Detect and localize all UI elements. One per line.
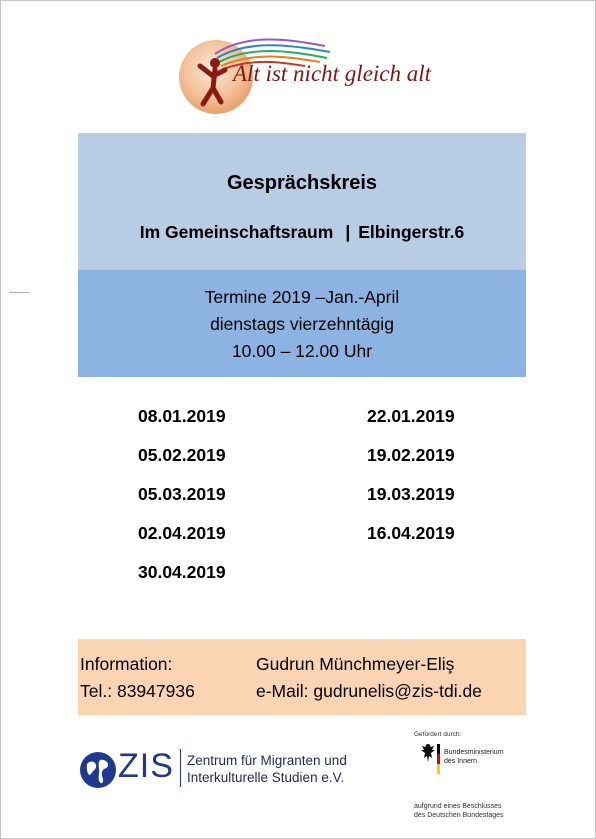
margin-mark [9, 292, 29, 293]
globe-icon [78, 750, 118, 790]
date-item: 05.03.2019 [138, 484, 226, 504]
header-logo [175, 26, 445, 116]
date-item: 16.04.2019 [367, 523, 455, 543]
schedule-panel [78, 270, 526, 377]
contact-name: Gudrun Münchmeyer-Eliş [256, 654, 455, 674]
date-item: 08.01.2019 [138, 406, 226, 426]
date-item: 22.01.2019 [367, 406, 455, 426]
schedule-period: Termine 2019 –Jan.-April [204, 287, 400, 307]
schedule-time: 10.00 – 12.00 Uhr [231, 341, 373, 361]
decision-line1: aufgrund eines Beschlusses [414, 803, 502, 810]
zis-logo-text: ZIS [118, 747, 174, 785]
ministry-line2: des Innern [444, 758, 478, 765]
location-address: Elbingerstr.6 [358, 222, 465, 242]
phone-number: Tel.: 83947936 [80, 681, 195, 701]
event-header-panel [78, 133, 526, 270]
federal-eagle-icon [420, 742, 436, 764]
german-flag-bar [437, 744, 440, 774]
schedule-frequency: dienstags vierzehntägig [210, 314, 394, 334]
contact-email[interactable]: e-Mail: gudrunelis@zis-tdi.de [256, 681, 482, 701]
date-item: 19.02.2019 [367, 445, 455, 465]
contact-info-box [78, 639, 526, 715]
decision-line2: des Deutschen Bundestages [414, 812, 504, 819]
funded-by-label: Gefördert durch: [414, 731, 462, 738]
zis-divider [180, 749, 181, 787]
date-item: 05.02.2019 [138, 445, 226, 465]
info-label: Information: [80, 654, 173, 674]
date-item: 02.04.2019 [138, 523, 226, 543]
location-name: Im Gemeinschaftsraum [139, 222, 334, 242]
ministry-line1: Bundesministerium [444, 749, 504, 756]
event-location [78, 222, 526, 243]
org-name-line2: Interkulturelle Studien e.V. [187, 770, 345, 785]
logo-text: Alt ist nicht gleich alt [233, 61, 432, 86]
org-name-line1: Zentrum für Migranten und [187, 753, 347, 768]
date-item: 30.04.2019 [138, 562, 226, 582]
date-item: 19.03.2019 [367, 484, 455, 504]
location-separator: | [345, 222, 351, 242]
event-title: Gesprächskreis [226, 172, 378, 194]
